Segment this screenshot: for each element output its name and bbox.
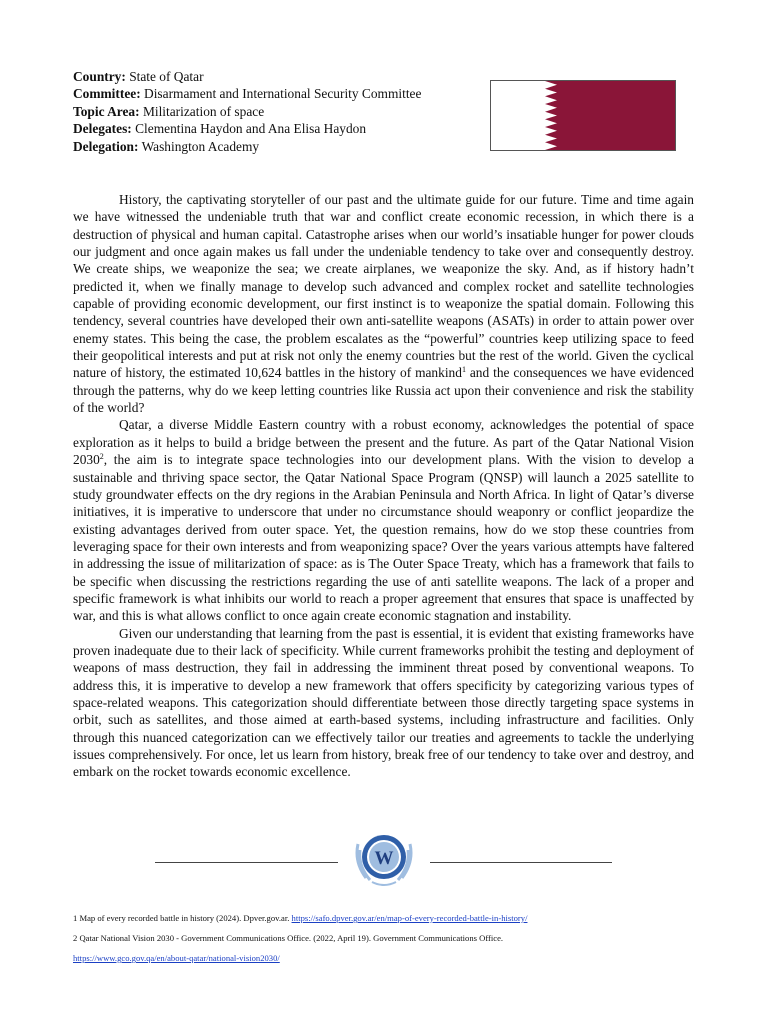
footnote-1 [73, 908, 713, 928]
committee-label: Committee: [73, 86, 141, 102]
footnote-2-link-row [73, 948, 713, 968]
document-header [73, 68, 421, 155]
signature-line-right [430, 862, 612, 863]
topic-value: Militarization of space [142, 103, 265, 119]
delegates-row [73, 120, 421, 137]
qatar-flag-icon [490, 80, 676, 151]
footnotes [73, 908, 713, 968]
delegation-value: Washington Academy [141, 138, 260, 154]
paragraph-2-text: Qatar, a diverse Middle Eastern country with a robust economy, acknowledges the potential of space exploration as it helps to build a bridge between the present and the future. As part of the Qatar National Vision 2030 [73, 417, 694, 468]
country-value: State of Qatar [129, 69, 204, 84]
delegates-label: Delegates: [73, 121, 132, 137]
paragraph-1-text-cont: and the consequences we have evidenced through the patterns, why do we keep letting countries like Russia act upon their convenience and risk the stability of the world? [73, 365, 694, 416]
topic-label: Topic Area: [73, 103, 140, 119]
position-paper-body [73, 191, 694, 781]
footnote-ref-2[interactable]: 2 [99, 452, 104, 462]
paragraph-1 [73, 191, 694, 416]
delegation-row [73, 138, 421, 155]
topic-row [73, 103, 421, 120]
footnote-1-link[interactable]: https://safo.dpver.gov.ar/en/map-of-every-recorded-battle-in-history/ [291, 913, 528, 923]
seal-letter: W [374, 848, 394, 869]
footnote-ref-1[interactable]: 1 [461, 365, 466, 375]
footnote-2 [73, 928, 713, 948]
footnote-2-link[interactable]: https://www.gco.gov.qa/en/about-qatar/national-vision2030/ [73, 953, 280, 963]
country-label: Country: [73, 69, 126, 84]
footnote-2-text: 2 Qatar National Vision 2030 - Government Communications Office. (2022, April 19). Government Communications Office. [73, 933, 504, 943]
delegates-value: Clementina Haydon and Ana Elisa Haydon [135, 121, 367, 137]
washington-academy-seal-icon [350, 828, 418, 888]
delegation-label: Delegation: [73, 138, 139, 154]
committee-row [73, 85, 421, 102]
paragraph-2-text-cont: , the aim is to integrate space technologies into our development plans. With the vision to develop a sustainable and thriving space sector, the Qatar National Space Program (QNSP) will launch a 2025 satellite to study groundwater effects on the dry regions in the Arabian Peninsula and North Africa. In light of Qatar’s diverse initiatives, it is imperative to underscore that under no circumstance should weaponry or conflict jeopardize the existing advantages derived from outer space. Yet, the question remains, how do we stop these countries from leveraging space for their own interests and from weaponizing space? Over the years various attempts have faltered in addressing the issue of militarization of space: as is The Outer Space Treaty, which has a framework that fails to be specific when discussing the restrictions regarding the use of anti satellite weapons. The lack of a proper and specific framework is what inhibits our world to reach a proper agreement that ensures that space is unaffected by war, and this is what allows conflict to once again create economic stagnation and instability. [73, 452, 694, 624]
paragraph-1-text: History, the captivating storyteller of our past and the ultimate guide for our future. Time and time again we have witnessed the undeniable truth that war and conflict create economic recession, in which there is a destruction of physical and human capital. Catastrophe arises when our world’s insatiable hunger for power clouds our judgment and once again makes us fall under the undeniable tendency to take over and consequently destroy. We create ships, we weaponize the sea; we create airplanes, we weaponize the sky. And, as if history hadn’t predicted it, when we finally manage to develop such advanced and complex rocket and satellite technologies capable of providing economic development, our first instinct is to weaponize the spatial domain. Following this tendency, several countries have developed their own anti-satellite weapons (ASATs) in order to attain power over enemy states. This being the case, the problem escalates as the “powerful” countries keep utilizing space to feed their geopolitical interests and put at risk not only the enemy countries but the rest of the world. Given the cyclical nature of history, the estimated 10,624 battles in the history of mankind [73, 192, 694, 381]
committee-value: Disarmament and International Security Committee [144, 86, 422, 102]
footnote-1-text: 1 Map of every recorded battle in history (2024). Dpver.gov.ar. [73, 913, 292, 923]
country-row [73, 68, 421, 85]
paragraph-2 [73, 416, 694, 624]
paragraph-3: Given our understanding that learning from the past is essential, it is evident that existing frameworks have proven inadequate due to their lack of specificity. While current frameworks prohibit the testing and deployment of weapons of mass destruction, they fail in addressing the imminent threat posed by conventional weapons. To address this, it is imperative to develop a new framework that offers specificity by categorizing various types of space-related weapons. This categorization should differentiate between those directly targeting space systems in orbit, such as satellites, and those aimed at earth-based systems, including infrastructure and facilities. Only through this nuanced categorization can we effectively tailor our treaties and agreements to tackle the underlying issues comprehensively. For once, let us learn from history, break free of our tendency to take over and destroy, and embark on the rocket towards economic excellence. [73, 625, 694, 780]
signature-line-left [155, 862, 338, 863]
